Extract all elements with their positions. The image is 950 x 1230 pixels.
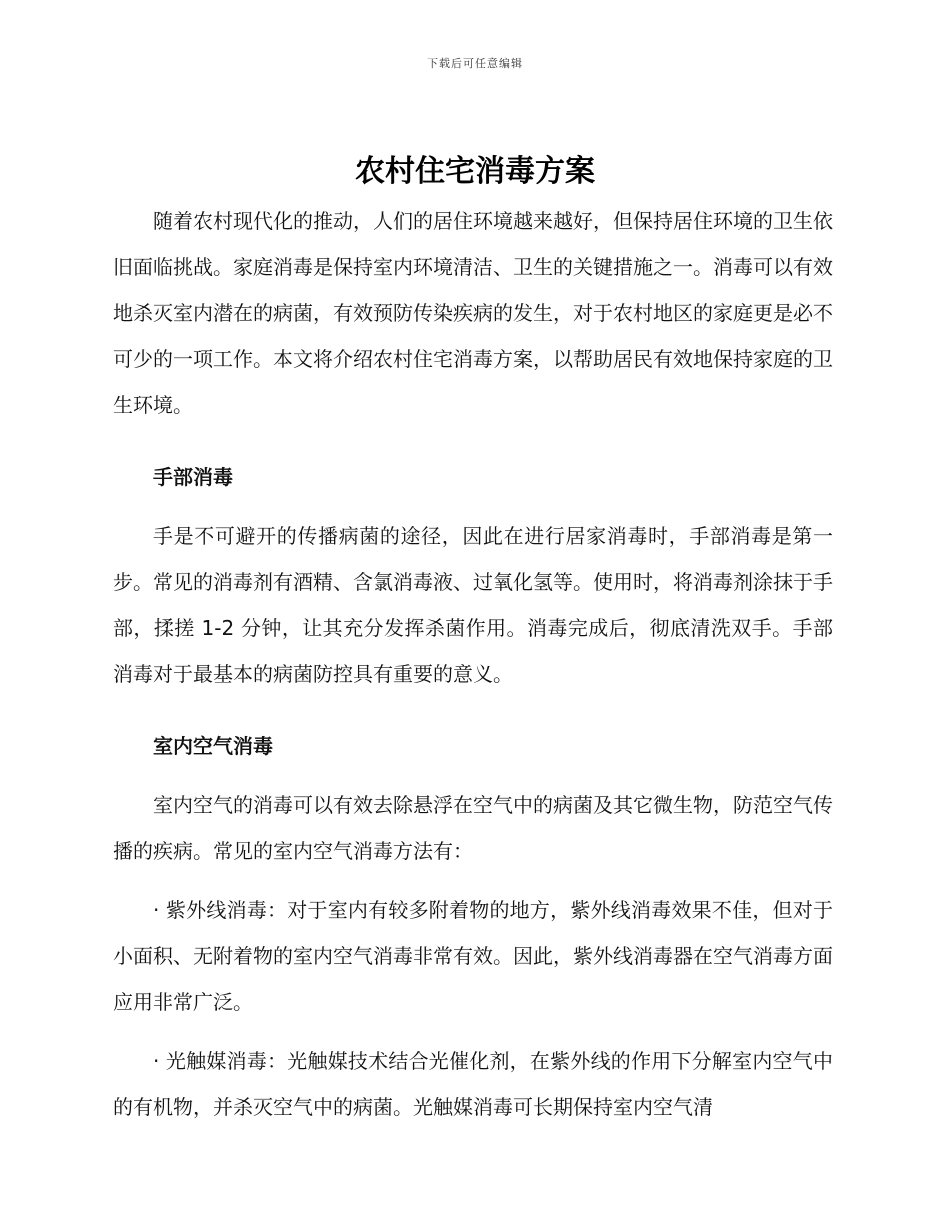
intro-paragraph: 随着农村现代化的推动，人们的居住环境越来越好，但保持居住环境的卫生依旧面临挑战。家庭消毒是保持室内环境清洁、卫生的关键措施之一。消毒可以有效地杀灭室内潜在的病菌，有效预防传染疾病的发生，对于农村地区的家庭更是必不可少的一项工作。本文将介绍农村住宅消毒方案，以帮助居民有效地保持家庭的卫生环境。 <box>113 209 833 417</box>
header-note: 下载后可任意编辑 <box>427 57 523 70</box>
section-heading-hand-disinfection: 手部消毒 <box>153 465 233 489</box>
section-body-indoor-air-disinfection: 室内空气的消毒可以有效去除悬浮在空气中的病菌及其它微生物，防范空气传播的疾病。常见的室内空气消毒方法有： <box>113 793 833 863</box>
spacer <box>113 428 833 441</box>
document-body <box>113 198 833 1130</box>
section-heading-indoor-air-disinfection: 室内空气消毒 <box>153 734 273 758</box>
bullet-item-photocatalyst: · 光触媒消毒：光触媒技术结合光催化剂，在紫外线的作用下分解室内空气中的有机物，并杀灭空气中的病菌。光触媒消毒可长期保持室内空气清 <box>113 1049 833 1119</box>
spacer <box>113 697 833 710</box>
spacer <box>113 874 833 887</box>
spacer <box>113 1025 833 1038</box>
bullet-item-uv: · 紫外线消毒：对于室内有较多附着物的地方，紫外线消毒效果不佳，但对于小面积、无附着物的室内空气消毒非常有效。因此，紫外线消毒器在空气消毒方面应用非常广泛。 <box>113 898 833 1014</box>
document-title: 农村住宅消毒方案 <box>355 154 595 189</box>
section-body-hand-disinfection: 手是不可避开的传播病菌的途径，因此在进行居家消毒时，手部消毒是第一步。常见的消毒剂有酒精、含氯消毒液、过氧化氢等。使用时，将消毒剂涂抹于手部，揉搓 1-2 分钟，让其充分发挥杀菌作用。消毒完成后，彻底清洗双手。手部消毒对于最基本的病菌防控具有重要的意义。 <box>113 524 833 686</box>
